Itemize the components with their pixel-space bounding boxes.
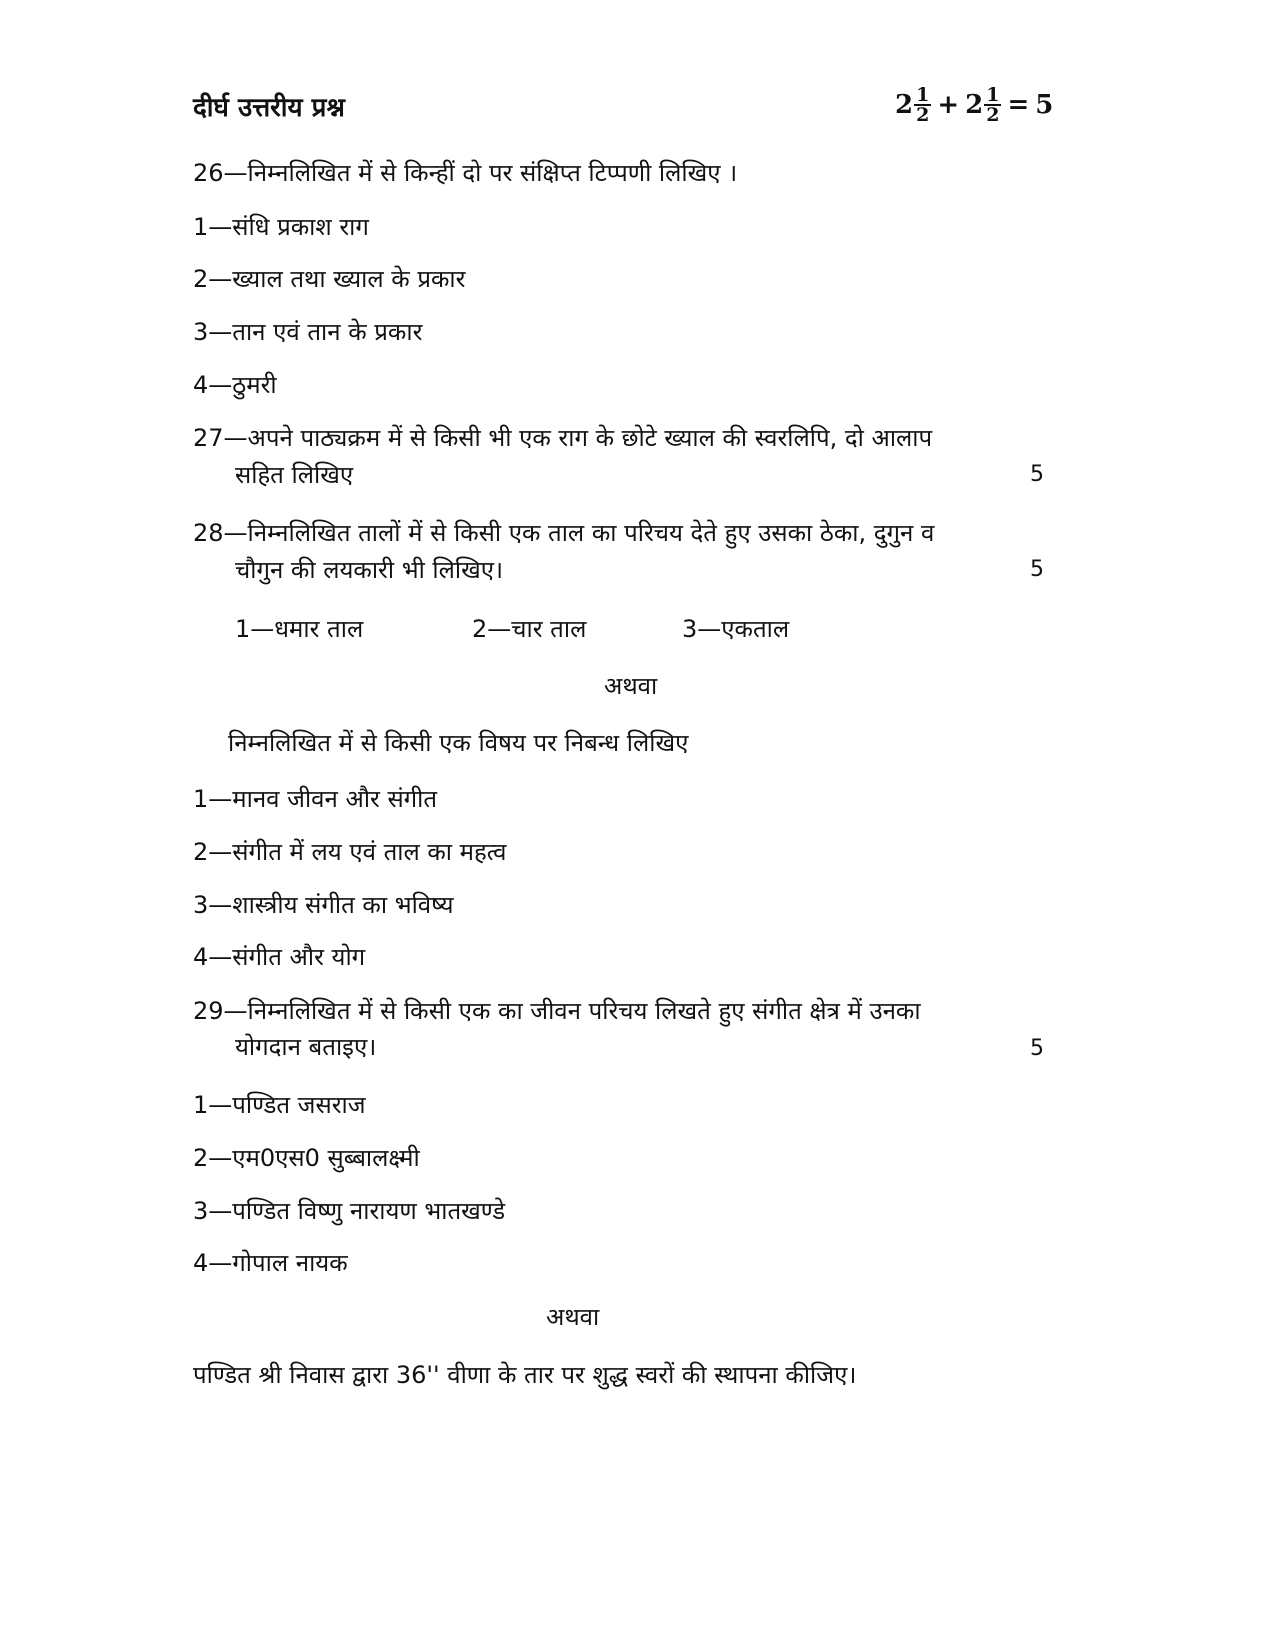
q28-option-2: 2—चार ताल	[472, 615, 587, 643]
q28-alt-option-1: 1—मानव जीवन और संगीत	[193, 785, 438, 813]
marks-fraction-1	[914, 86, 931, 124]
q26-option-4: 4—ठुमरी	[193, 371, 277, 399]
question-28: 28—निम्नलिखित तालों में से किसी एक ताल का परिचय देते हुए उसका ठेका, दुगुन व	[193, 519, 935, 547]
marks-denominator-2: 2	[986, 104, 1000, 126]
question-26: 26—निम्नलिखित में से किन्हीं दो पर संक्षिप्त टिप्पणी लिखिए ।	[193, 159, 738, 187]
q26-option-1: 1—संधि प्रकाश राग	[193, 213, 369, 241]
question-29: 29—निम्नलिखित में से किसी एक का जीवन परिचय लिखते हुए संगीत क्षेत्र में उनका	[193, 997, 921, 1025]
marks-denominator-1: 2	[916, 104, 930, 126]
marks-numerator-2: 1	[986, 84, 1000, 106]
q29-option-2: 2—एम0एस0 सुब्बालक्ष्मी	[193, 1144, 420, 1172]
marks-equals: =	[1007, 90, 1030, 120]
q28-alt-question: निम्नलिखित में से किसी एक विषय पर निबन्ध लिखिए	[228, 729, 689, 757]
q29-alt-question: पण्डित श्री निवास द्वारा 36'' वीणा के तार पर शुद्ध स्वरों की स्थापना कीजिए।	[193, 1361, 857, 1389]
q28-option-1: 1—धमार ताल	[235, 615, 364, 643]
marks-whole-1: 2	[895, 90, 914, 120]
question-27: 27—अपने पाठ्यक्रम में से किसी भी एक राग के छोटे ख्याल की स्वरलिपि, दो आलाप	[193, 424, 933, 452]
question-27-cont: सहित लिखिए	[235, 461, 354, 489]
q29-marks: 5	[1030, 1036, 1044, 1061]
section-title: दीर्घ उत्तरीय प्रश्न	[193, 93, 345, 123]
marks-fraction-2	[984, 86, 1001, 124]
q27-marks: 5	[1030, 462, 1044, 487]
q28-alt-option-2: 2—संगीत में लय एवं ताल का महत्व	[193, 838, 507, 866]
q29-option-4: 4—गोपाल नायक	[193, 1249, 348, 1277]
marks-formula	[895, 86, 1053, 124]
q26-option-3: 3—तान एवं तान के प्रकार	[193, 318, 423, 346]
q29-option-1: 1—पण्डित जसराज	[193, 1091, 366, 1119]
q28-option-3: 3—एकताल	[682, 615, 790, 643]
marks-total: 5	[1035, 90, 1054, 120]
marks-whole-2: 2	[965, 90, 984, 120]
q29-option-3: 3—पण्डित विष्णु नारायण भातखण्डे	[193, 1197, 506, 1225]
marks-numerator-1: 1	[916, 84, 930, 106]
q29-or: अथवा	[546, 1303, 600, 1331]
q28-marks: 5	[1030, 557, 1044, 582]
marks-plus: +	[937, 90, 960, 120]
q28-alt-option-4: 4—संगीत और योग	[193, 943, 366, 971]
question-29-cont: योगदान बताइए।	[235, 1033, 377, 1061]
q28-alt-option-3: 3—शास्त्रीय संगीत का भविष्य	[193, 891, 454, 919]
q26-option-2: 2—ख्याल तथा ख्याल के प्रकार	[193, 265, 466, 293]
q28-or: अथवा	[604, 672, 658, 700]
question-28-cont: चौगुन की लयकारी भी लिखिए।	[235, 556, 504, 584]
